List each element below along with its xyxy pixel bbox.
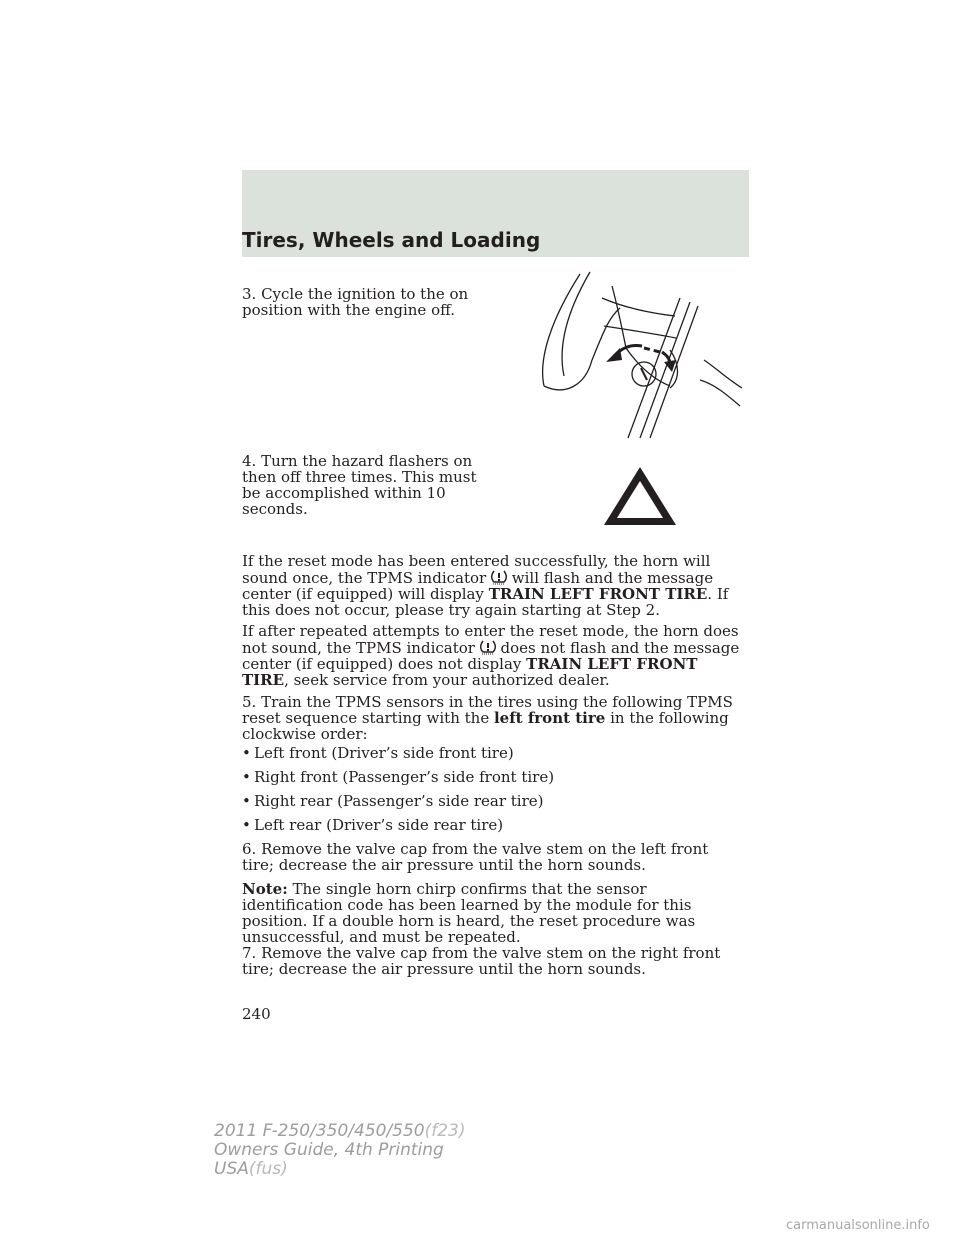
note-paragraph bbox=[242, 881, 742, 945]
step-3-text: 3. Cycle the ignition to the on position with the engine off. bbox=[242, 285, 469, 319]
step-5-text-a: 5. Train the TPMS sensors in the tires using the following TPMS reset sequence starting with the bbox=[242, 693, 733, 727]
reset-success-paragraph bbox=[242, 553, 742, 618]
hazard-triangle-icon bbox=[601, 464, 679, 528]
list-item-text: Right rear (Passenger’s side rear tire) bbox=[254, 792, 544, 810]
site-watermark: carmanualsonline.info bbox=[786, 1218, 930, 1233]
reset-success-text-b: will flash and the message center (if equipped) will display bbox=[242, 569, 714, 603]
train-left-front-tire-message: TRAIN LEFT FRONT TIRE bbox=[242, 655, 698, 689]
ignition-illustration bbox=[530, 268, 746, 440]
reset-failure-text-a: If after repeated attempts to enter the reset mode, the horn does not sound, the TPMS indicator bbox=[242, 622, 739, 657]
page-number: 240 bbox=[242, 1005, 271, 1023]
footer-model: 2011 F-250/350/450/550 bbox=[214, 1121, 425, 1141]
bullet-glyph: • bbox=[242, 792, 251, 810]
reset-failure-text-d: , seek service from your authorized dealer. bbox=[284, 671, 610, 689]
list-item bbox=[242, 793, 544, 809]
bullet-glyph: • bbox=[242, 816, 251, 834]
note-label: Note: bbox=[242, 880, 288, 898]
note-text: The single horn chirp confirms that the sensor identification code has been learned by the module for this position. If a double horn is heard, the reset procedure was unsuccessful, and must be repeated. bbox=[242, 880, 696, 946]
footer-edition: Owners Guide, 4th Printing bbox=[214, 1140, 444, 1160]
reset-failure-text-b: does not flash and the message center (if equipped) does not display bbox=[242, 639, 740, 673]
step-5-text-c: in the following clockwise order: bbox=[242, 709, 729, 743]
list-item-text: Left rear (Driver’s side rear tire) bbox=[254, 816, 504, 834]
list-item-text: Left front (Driver’s side front tire) bbox=[254, 744, 514, 762]
footer-market: USA bbox=[214, 1159, 249, 1179]
step-4-text: 4. Turn the hazard flashers on then off three times. This must be accomplished within 10 seconds. bbox=[242, 452, 477, 518]
footer-market-code: (fus) bbox=[248, 1159, 288, 1179]
step-5-paragraph bbox=[242, 694, 742, 742]
footer-model-code: (f23) bbox=[424, 1121, 466, 1141]
reset-success-text-a: If the reset mode has been entered successfully, the horn will sound once, the TPMS indicator bbox=[242, 552, 711, 587]
print-footer bbox=[214, 1122, 466, 1179]
list-item bbox=[242, 745, 514, 761]
list-item-text: Right front (Passenger’s side front tire) bbox=[254, 768, 555, 786]
step-6-text: 6. Remove the valve cap from the valve stem on the left front tire; decrease the air pressure until the horn sounds. bbox=[242, 840, 709, 874]
list-item bbox=[242, 769, 554, 785]
reset-success-text-d: . If this does not occur, please try again starting at Step 2. bbox=[242, 585, 729, 619]
tpms-indicator-icon bbox=[480, 639, 496, 655]
section-title: Tires, Wheels and Loading bbox=[242, 228, 541, 252]
tpms-indicator-icon bbox=[491, 569, 507, 585]
step-7-text: 7. Remove the valve cap from the valve stem on the right front tire; decrease the air pressure until the horn sounds. bbox=[242, 944, 721, 978]
bullet-glyph: • bbox=[242, 744, 251, 762]
bullet-glyph: • bbox=[242, 768, 251, 786]
train-left-front-tire-message: TRAIN LEFT FRONT TIRE bbox=[488, 585, 708, 603]
left-front-tire-emphasis: left front tire bbox=[493, 709, 606, 727]
reset-failure-paragraph bbox=[242, 623, 742, 688]
list-item bbox=[242, 817, 503, 833]
